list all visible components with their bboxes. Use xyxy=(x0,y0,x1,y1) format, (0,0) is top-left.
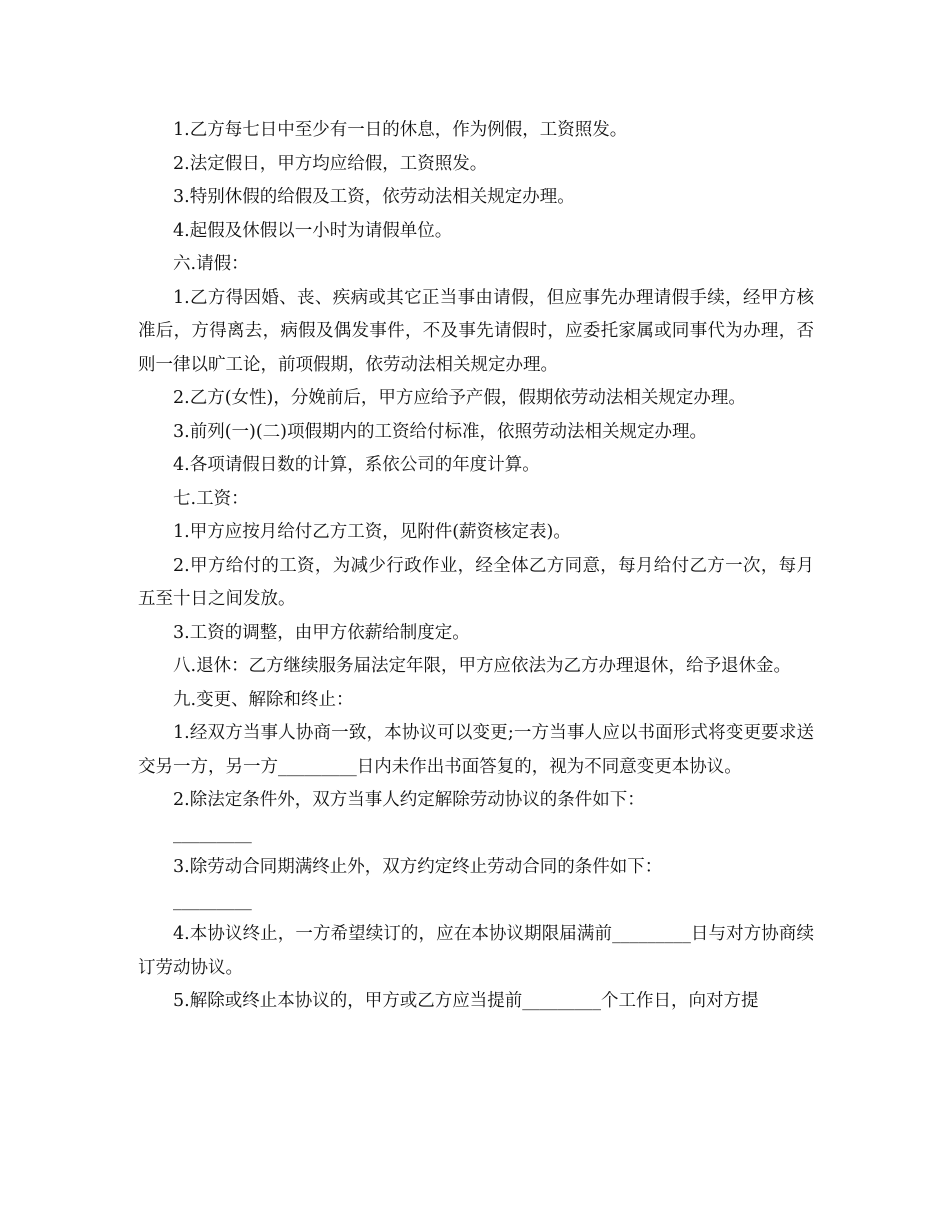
paragraph-termination-conditions: 3.除劳动合同期满终止外，双方约定终止劳动合同的条件如下： xyxy=(173,857,663,877)
paragraph-wage-payment-schedule: 2.甲方给付的工资，为减少行政作业，经全体乙方同意，每月给付乙方一次，每月五至十日之间发放。 xyxy=(138,555,814,609)
paragraph-statutory-holiday: 2.法定假日，甲方均应给假，工资照发。 xyxy=(173,153,488,174)
paragraph-monthly-wage: 1.甲方应按月给付乙方工资，见附件(薪资核定表)。 xyxy=(173,522,571,542)
paragraph-rescission-conditions: 2.除法定条件外，双方当事人约定解除劳动协议的条件如下： xyxy=(173,790,645,810)
section-heading-wages: 七.工资： xyxy=(173,488,249,509)
paragraph-agreement-change: 1.经双方当事人协商一致，本协议可以变更;一方当事人应以书面形式将变更要求送交另一方，另一方_________日内未作出书面答复的，视为不同意变更本协议。 xyxy=(138,723,814,777)
paragraph-maternity-leave: 2.乙方(女性)，分娩前后，甲方应给予产假，假期依劳动法相关规定办理。 xyxy=(173,388,746,408)
paragraph-leave-unit: 4.起假及休假以一小时为请假单位。 xyxy=(173,220,453,241)
paragraph-notice-period: 5.解除或终止本协议的，甲方或乙方应当提前_________个工作日，向对方提 xyxy=(173,991,759,1011)
blank-rescission-conditions: _________ xyxy=(173,823,252,844)
blank-termination-conditions: _________ xyxy=(173,890,252,911)
paragraph-rest-day: 1.乙方每七日中至少有一日的休息，作为例假，工资照发。 xyxy=(173,120,628,140)
paragraph-leave-day-calculation: 4.各项请假日数的计算，系依公司的年度计算。 xyxy=(173,455,540,475)
document-body xyxy=(138,114,814,1019)
paragraph-wage-adjustment: 3.工资的调整，由甲方依薪给制度定。 xyxy=(173,622,470,643)
paragraph-special-leave: 3.特别休假的给假及工资，依劳动法相关规定办理。 xyxy=(173,187,575,207)
section-heading-leave: 六.请假： xyxy=(173,254,249,274)
paragraph-leave-pay-standard: 3.前列(一)(二)项假期内的工资给付标准，依照劳动法相关规定办理。 xyxy=(173,421,708,442)
paragraph-renewal: 4.本协议终止，一方希望续订的，应在本协议期限届满前_________日与对方协商续订劳动协议。 xyxy=(138,924,814,978)
section-retirement: 八.退休：乙方继续服务届法定年限，甲方应依法为乙方办理退休，给予退休金。 xyxy=(173,656,792,676)
paragraph-leave-procedure: 1.乙方得因婚、丧、疾病或其它正当事由请假，但应事先办理请假手续，经甲方核准后，方得离去，病假及偶发事件，不及事先请假时，应委托家属或同事代为办理，否则一律以旷工论，前项假期，依劳动法相关规定办理。 xyxy=(138,287,814,375)
section-heading-change-termination: 九.变更、解除和终止： xyxy=(173,689,354,710)
